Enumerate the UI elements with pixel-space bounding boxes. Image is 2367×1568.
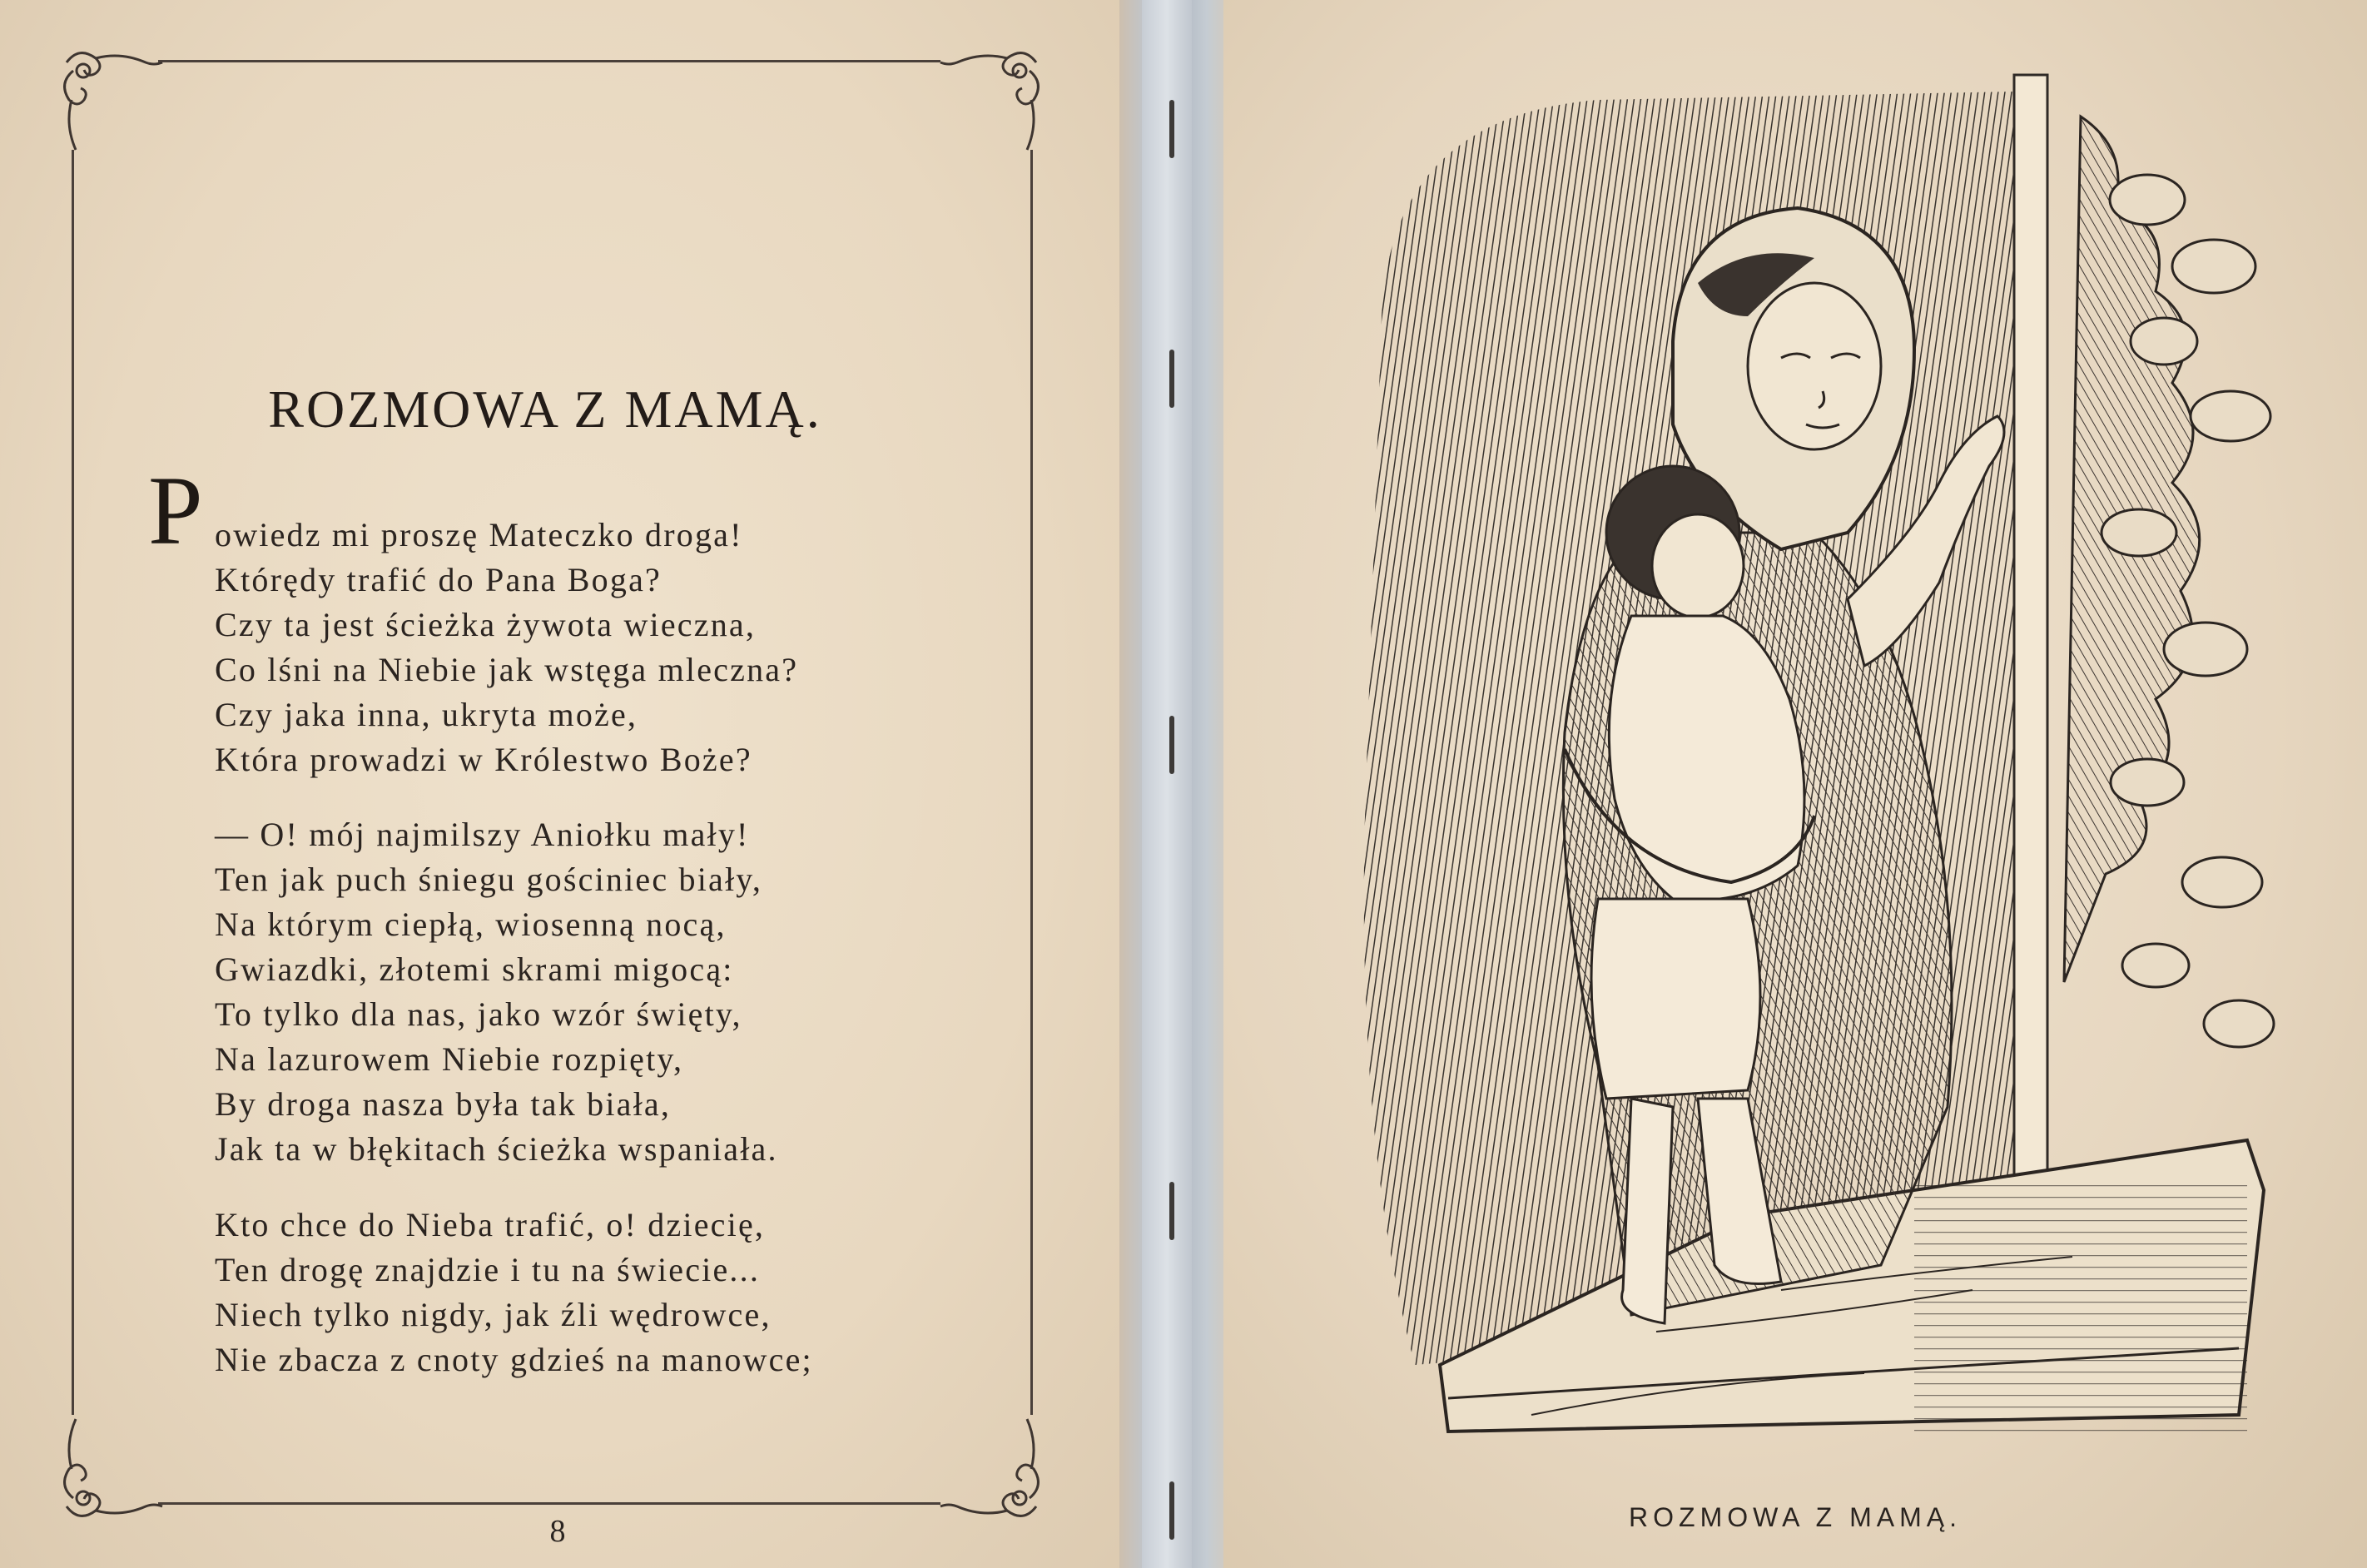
poem-line: Czy jaka inna, ukryta może,: [215, 696, 638, 733]
poem-line: Czy ta jest ścieżka żywota wieczna,: [215, 606, 757, 643]
poem-line: By droga nasza była tak biała,: [215, 1085, 672, 1123]
poem-line: Ten jak puch śniegu gościniec biały,: [215, 861, 763, 898]
stanza-3: [215, 1203, 980, 1382]
poem-line: Ten drogę znajdzie i tu na świecie...: [215, 1251, 761, 1288]
binding-stitch: [1169, 100, 1174, 158]
corner-ornament-icon: [928, 1407, 1053, 1531]
poem-title: ROZMOWA Z MAMĄ.: [268, 380, 822, 439]
poem-line: To tylko dla nas, jako wzór święty,: [215, 995, 742, 1033]
frame-right-line: [1030, 150, 1033, 1415]
poem-line: Co lśni na Niebie jak wstęga mleczna?: [215, 651, 799, 688]
stanza-1: [215, 513, 980, 782]
corner-ornament-icon: [928, 37, 1053, 162]
poem-line: owiedz mi proszę Mateczko droga!: [215, 516, 743, 553]
poem-line: Niech tylko nigdy, jak źli wędrowce,: [215, 1296, 772, 1333]
frame-top-line: [158, 60, 940, 62]
poem-line: Kto chce do Nieba trafić, o! dziecię,: [215, 1206, 766, 1243]
frame-bottom-line: [158, 1502, 940, 1505]
poem-line: — O! mój najmilszy Aniołku mały!: [215, 816, 750, 853]
illustration-caption: ROZMOWA Z MAMĄ.: [1629, 1502, 1962, 1532]
poem-line: Nie zbacza z cnoty gdzieś na manowce;: [215, 1341, 813, 1378]
stanza-2: [215, 812, 980, 1172]
mother-and-child-engraving-icon: [1282, 67, 2297, 1465]
poem-line: Która prowadzi w Królestwo Boże?: [215, 741, 752, 778]
frame-left-line: [72, 150, 74, 1415]
binding-tape: [1142, 0, 1192, 1568]
page-number: 8: [549, 1514, 566, 1549]
poem-line: Na lazurowem Niebie rozpięty,: [215, 1040, 684, 1078]
left-page: [0, 0, 1140, 1568]
corner-ornament-icon: [50, 1407, 175, 1531]
drop-cap: P: [148, 456, 203, 565]
binding-stitch: [1169, 1481, 1174, 1540]
poem-line: Jak ta w błękitach ścieżka wspaniała.: [215, 1130, 778, 1168]
binding-stitch: [1169, 716, 1174, 774]
poem-line: Gwiazdki, złotemi skrami migocą:: [215, 950, 734, 988]
binding-stitch: [1169, 1182, 1174, 1240]
corner-ornament-icon: [50, 37, 175, 162]
binding-stitch: [1169, 350, 1174, 408]
poem-line: Na którym ciepłą, wiosenną nocą,: [215, 906, 727, 943]
poem-line: Którędy trafić do Pana Boga?: [215, 561, 662, 598]
